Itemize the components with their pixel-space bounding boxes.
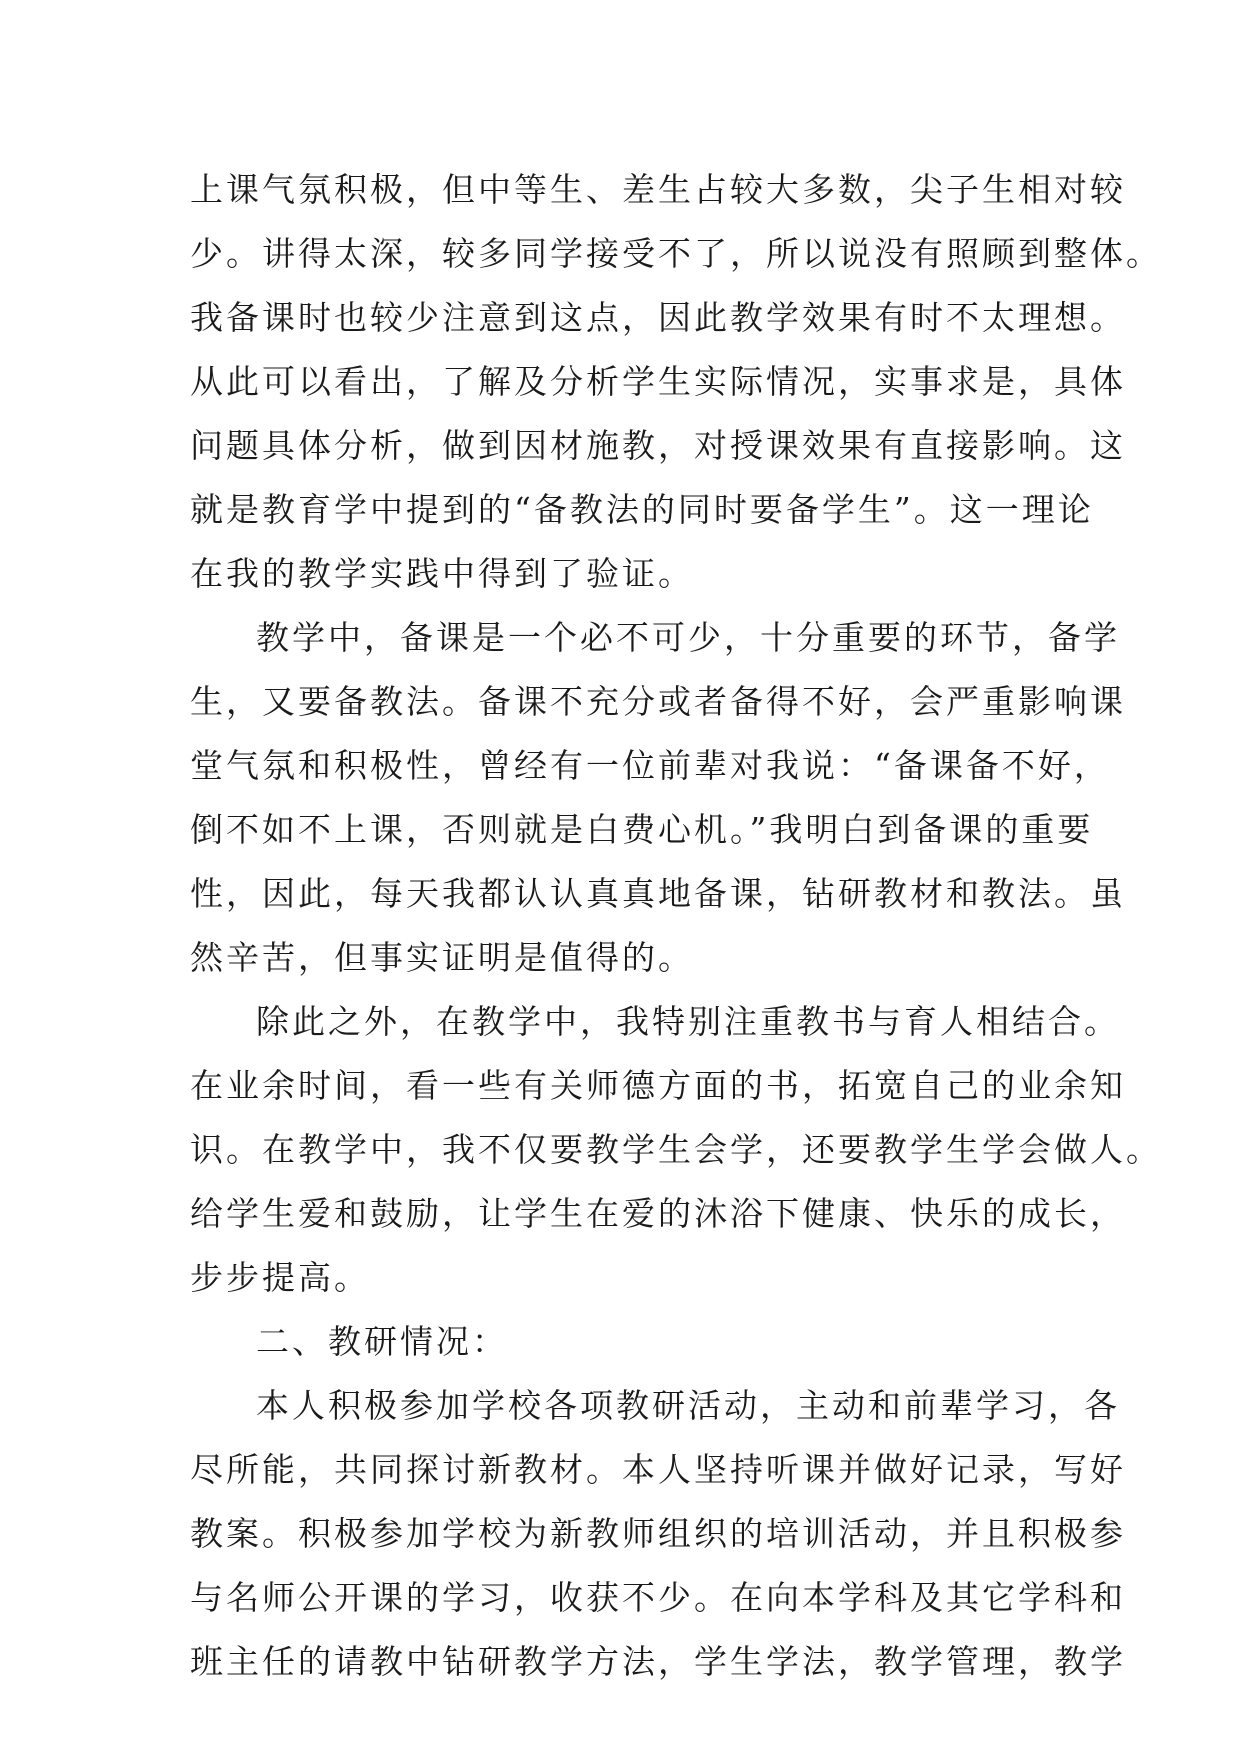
text-line: 除此之外，在教学中，我特别注重教书与育人相结合。 — [256, 1002, 1120, 1041]
text-line: 问题具体分析，做到因材施教，对授课效果有直接影响。这 — [190, 426, 1126, 465]
text-line: 教案。积极参加学校为新教师组织的培训活动，并且积极参 — [190, 1514, 1126, 1553]
text-line: 我备课时也较少注意到这点，因此教学效果有时不太理想。 — [190, 298, 1126, 337]
text-line: 在业余时间，看一些有关师德方面的书，拓宽自己的业余知 — [190, 1066, 1126, 1105]
body-text — [190, 158, 1162, 1694]
text-line: 堂气氛和积极性，曾经有一位前辈对我说：“备课备不好， — [190, 746, 1110, 785]
text-line: 上课气氛积极，但中等生、差生占较大多数，尖子生相对较 — [190, 170, 1126, 209]
paragraph-4 — [190, 1374, 1126, 1694]
text-line: 在我的教学实践中得到了验证。 — [190, 554, 694, 593]
text-line: 步步提高。 — [190, 1258, 370, 1297]
section-heading-text: 二、教研情况： — [256, 1322, 508, 1361]
text-line: 少。讲得太深，较多同学接受不了，所以说没有照顾到整体。 — [190, 234, 1162, 273]
text-line: 生，又要备教法。备课不充分或者备得不好，会严重影响课 — [190, 682, 1126, 721]
text-line: 从此可以看出，了解及分析学生实际情况，实事求是，具体 — [190, 362, 1126, 401]
paragraph-3 — [190, 990, 1162, 1310]
text-line: 然辛苦，但事实证明是值得的。 — [190, 938, 694, 977]
section-heading — [190, 1310, 1070, 1374]
text-line: 就是教育学中提到的“备教法的同时要备学生”。这一理论 — [190, 490, 1094, 529]
text-line: 与名师公开课的学习，收获不少。在向本学科及其它学科和 — [190, 1578, 1126, 1617]
text-line: 性，因此，每天我都认认真真地备课，钻研教材和教法。虽 — [190, 874, 1126, 913]
text-line: 倒不如不上课，否则就是白费心机。”我明白到备课的重要 — [190, 810, 1094, 849]
text-line: 识。在教学中，我不仅要教学生会学，还要教学生学会做人。 — [190, 1130, 1162, 1169]
text-line: 尽所能，共同探讨新教材。本人坚持听课并做好记录，写好 — [190, 1450, 1126, 1489]
text-line: 班主任的请教中钻研教学方法，学生学法，教学管理，教学 — [190, 1642, 1126, 1681]
text-line: 教学中，备课是一个必不可少，十分重要的环节，备学 — [256, 618, 1120, 657]
text-line: 本人积极参加学校各项教研活动，主动和前辈学习，各 — [256, 1386, 1120, 1425]
paragraph-2 — [190, 606, 1126, 990]
text-line: 给学生爱和鼓励，让学生在爱的沐浴下健康、快乐的成长， — [190, 1194, 1126, 1233]
paragraph-1 — [190, 158, 1162, 606]
